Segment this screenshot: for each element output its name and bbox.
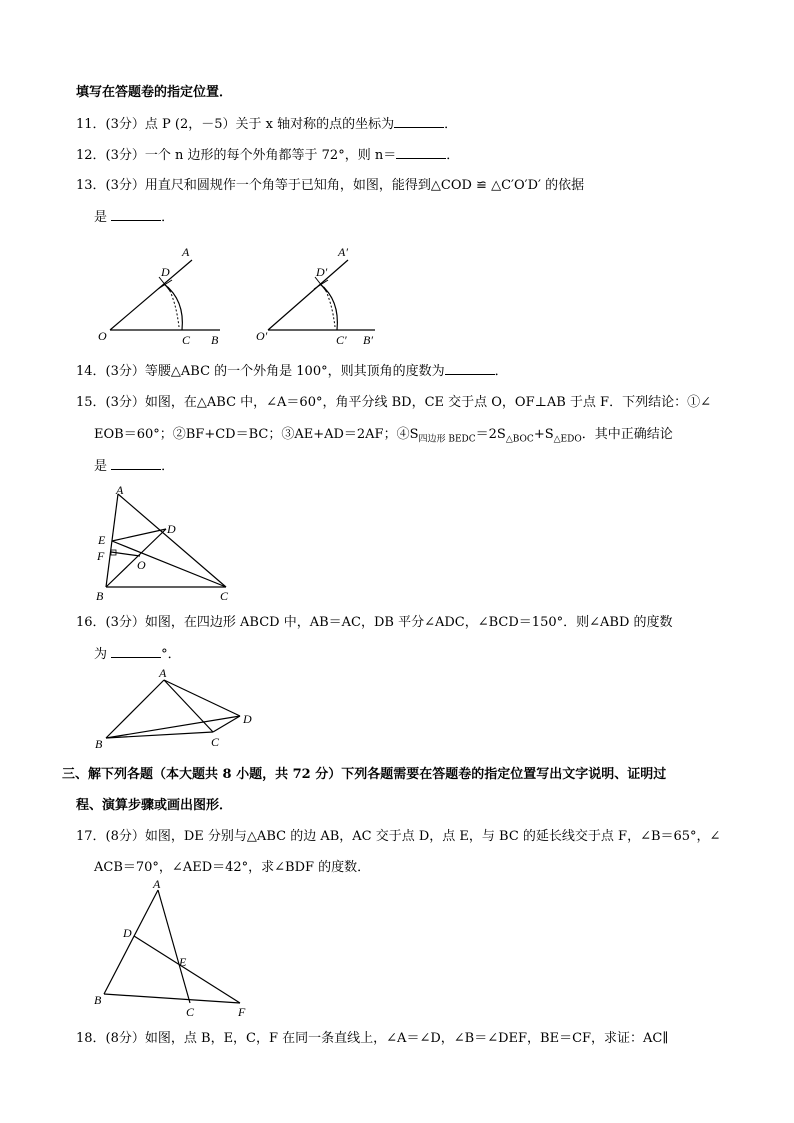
figure-16-label-D: D: [243, 712, 252, 726]
figure-13a-label-O: O: [98, 329, 107, 343]
answer-blank-14[interactable]: [445, 362, 495, 375]
answer-blank-15[interactable]: [111, 457, 161, 470]
figure-13b-label-B: B′: [363, 333, 373, 347]
question-12: [76, 146, 459, 165]
answer-blank-13[interactable]: [111, 208, 161, 221]
figure-15-label-C: C: [220, 589, 229, 603]
figure-13: [90, 242, 400, 352]
question-15-line1: 15．(3分）如图，在△ABC 中，∠A＝60°，角平分线 BD，CE 交于点 O，OF⊥AB 于点 F．下列结论：①∠: [76, 395, 711, 410]
figure-17-label-E: E: [179, 955, 187, 969]
question-17-line2: ACB＝70°，∠AED＝42°，求∠BDF 的度数．: [94, 860, 371, 875]
figure-13b-label-O: O′: [256, 329, 268, 343]
figure-17-label-C: C: [186, 1005, 195, 1016]
figure-13a: [98, 245, 220, 347]
answer-blank-12[interactable]: [396, 146, 446, 159]
section-instruction: 填写在答题卷的指定位置．: [76, 85, 233, 100]
question-15-prefix: 是: [94, 459, 108, 474]
question-15-sub3: △EDO: [553, 434, 582, 445]
question-11: [76, 115, 457, 134]
section-3-heading-line2: 程、演算步骤或画出图形．: [76, 798, 233, 813]
question-14-end: ．: [494, 364, 508, 379]
figure-17: [88, 876, 258, 1016]
question-15-end: ．: [161, 459, 175, 474]
section-3-heading-line1: 三、解下列各题（本大题共 8 小题，共 72 分）下列各题需要在答题卷的指定位置写出文字说明、证明过: [62, 767, 667, 782]
answer-blank-16[interactable]: [111, 645, 161, 658]
question-18: 18．(8分）如图，点 B，E，C，F 在同一条直线上，∠A＝∠D，∠B＝∠DEF，BE＝CF，求证：AC∥: [76, 1031, 669, 1046]
figure-16: [88, 666, 268, 756]
figure-16-label-A: A: [159, 666, 167, 680]
figure-17-label-A: A: [153, 877, 161, 891]
question-13-prefix: 是: [94, 210, 108, 225]
question-12-text: 12．(3分）一个 n 边形的每个外角都等于 72°，则 n＝: [76, 148, 397, 163]
figure-17-label-F: F: [238, 1005, 246, 1016]
figure-13a-label-C: C: [182, 333, 191, 347]
question-14: [76, 362, 508, 381]
figure-13a-label-A: A: [182, 245, 190, 259]
figure-15-label-F: F: [97, 549, 105, 563]
figure-15-label-D: D: [167, 522, 176, 536]
question-16-prefix: 为: [94, 647, 108, 662]
figure-13b-label-A: A′: [338, 245, 348, 259]
question-13-line2: [94, 208, 174, 227]
figure-15-label-A: A: [116, 483, 124, 497]
answer-blank-11[interactable]: [394, 115, 444, 128]
question-11-text: 11．(3分）点 P (2，－5）关于 x 轴对称的点的坐标为: [76, 117, 395, 132]
figure-16-label-B: B: [95, 737, 103, 751]
figure-13b-label-C: C′: [336, 333, 347, 347]
question-13-end: ．: [161, 210, 175, 225]
figure-15: [88, 482, 248, 607]
question-13-line1: 13．(3分）用直尺和圆规作一个角等于已知角，如图，能得到△COD ≌ △C′O′D′ 的依据: [76, 178, 585, 193]
figure-13a-label-D: D: [161, 265, 170, 279]
figure-13b-label-D: D′: [316, 265, 328, 279]
figure-13a-label-B: B: [211, 333, 219, 347]
question-15-part2: ＝2S: [475, 427, 506, 442]
figure-16-label-C: C: [211, 735, 220, 749]
question-11-end: ．: [444, 117, 458, 132]
question-12-end: ．: [446, 148, 460, 163]
question-15-sub2: △BOC: [505, 434, 534, 445]
question-16-line2: [94, 645, 181, 664]
question-16-line1: 16．(3分）如图，在四边形 ABCD 中，AB＝AC，DB 平分∠ADC，∠BCD＝150°．则∠ABD 的度数: [76, 615, 673, 630]
figure-13b: [256, 245, 375, 347]
question-16-end: °．: [161, 647, 181, 662]
figure-15-label-B: B: [96, 589, 104, 603]
question-15-part3: +S: [533, 427, 554, 442]
figure-15-label-O: O: [137, 558, 146, 572]
question-15-sub1: 四边形 BEDC: [418, 434, 476, 445]
question-17-line1: 17．(8分）如图，DE 分别与△ABC 的边 AB，AC 交于点 D，点 E，与 BC 的延长线交于点 F，∠B＝65°，∠: [76, 829, 721, 844]
figure-15-label-E: E: [98, 533, 106, 547]
question-15-line2: [94, 426, 673, 449]
figure-17-label-D: D: [123, 926, 132, 940]
question-15-line3: [94, 457, 174, 476]
question-15-part1: EOB＝60°；②BF+CD＝BC；③AE+AD＝2AF；④S: [94, 427, 419, 442]
question-14-text: 14．(3分）等腰△ABC 的一个外角是 100°，则其顶角的度数为: [76, 364, 445, 379]
question-15-part4: ．其中正确结论: [581, 427, 673, 442]
figure-17-label-B: B: [94, 993, 102, 1007]
